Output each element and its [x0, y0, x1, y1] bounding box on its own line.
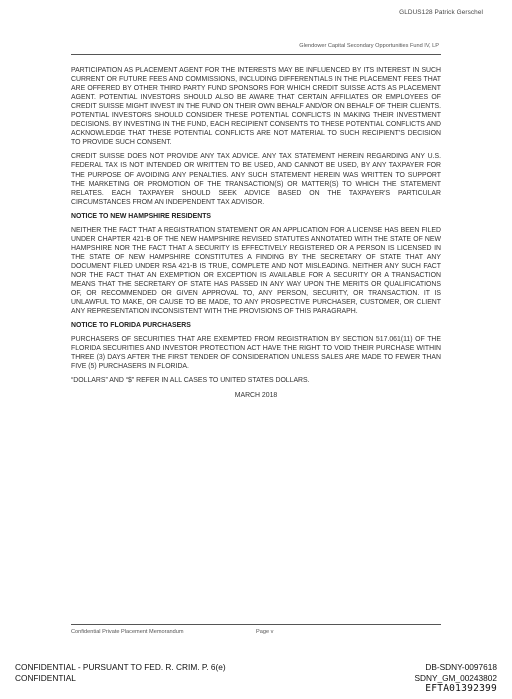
db-bates-number: DB-SDNY-0097618 [425, 662, 497, 672]
tax-paragraph: CREDIT SUISSE DOES NOT PROVIDE ANY TAX ADVICE. ANY TAX STATEMENT HEREIN REGARDING ANY U.S. FEDERAL TAX IS NOT INTENDED OR WRITTEN TO BE USED, AND CANNOT BE USED, BY ANY TAXPAYER FOR THE PURPOSE OF AVOIDING ANY PENALTIES. ANY SUCH STATEMENT HEREIN WAS WRITTEN TO SUPPORT THE MARKETING OR PROMOTION OF THE TRANSACTION(S) OR MATTER(S) TO WHICH THE STATEMENT RELATES. EACH TAXPAYER SHOULD SEEK ADVICE BASED ON THE TAXPAYER'S PARTICULAR CIRCUMSTANCES FROM AN INDEPENDENT TAX ADVISOR. [71, 153, 441, 206]
conflicts-paragraph: PARTICIPATION AS PLACEMENT AGENT FOR THE INTERESTS MAY BE INFLUENCED BY ITS INTEREST IN SUCH CURRENT OR FUTURE FEES AND COMMISSIONS, INCLUDING DIFFERENTIALS IN THE PLACEMENT FEES THAT ARE OFFERED BY OTHER THIRD PARTY FUND SPONSORS FOR WHICH CREDIT SUISSE ACTS AS PLACEMENT AGENT. POTENTIAL INVESTORS SHOULD ALSO BE AWARE THAT CERTAIN AFFILIATES OR EMPLOYEES OF CREDIT SUISSE MIGHT INVEST IN THE FUND ON THEIR OWN BEHALF AND/OR ON BEHALF OF THEIR CLIENTS. POTENTIAL INVESTORS SHOULD CONSIDER THESE POTENTIAL CONFLICTS IN MAKING THEIR INVESTMENT DECISIONS. BY INVESTING IN THE FUND, EACH RECIPIENT CONSENTS TO THESE POTENTIAL CONFLICTS AND ACKNOWLEDGE THAT THESE POTENTIAL CONFLICTS ARE NOT MATERIAL TO SUCH RECIPIENT'S DECISION TO PROVIDE SUCH CONSENT. [71, 67, 441, 147]
document-date: MARCH 2018 [234, 391, 278, 399]
florida-paragraph: PURCHASERS OF SECURITIES THAT ARE EXEMPTED FROM REGISTRATION BY SECTION 517.061(11) OF THE FLORIDA SECURITIES AND INVESTOR PROTECTION ACT HAVE THE RIGHT TO VOID THEIR PURCHASE WITHIN THREE (3) DAYS AFTER THE FIRST TENDER OF CONSIDERATION UNLESS SALES ARE MADE TO FEWER THAN FIVE (5) PURCHASERS IN FLORIDA. [71, 336, 441, 371]
confidential-stamp: CONFIDENTIAL [15, 673, 76, 683]
footer-divider [71, 624, 441, 625]
florida-heading: NOTICE TO FLORIDA PURCHASERS [71, 322, 191, 330]
page-number: Page v [256, 629, 274, 635]
confidential-rule-stamp: CONFIDENTIAL - PURSUANT TO FED. R. CRIM. P. 6(e) [15, 662, 226, 672]
document-body [71, 66, 441, 405]
dollars-paragraph: “DOLLARS” AND “$” REFER IN ALL CASES TO UNITED STATES DOLLARS. [71, 377, 310, 385]
fund-name-header: Glendower Capital Secondary Opportunities Fund IV, LP [299, 43, 439, 49]
footer-memo-label: Confidential Private Placement Memorandum [71, 629, 184, 635]
new-hampshire-heading: NOTICE TO NEW HAMPSHIRE RESIDENTS [71, 212, 211, 220]
sdny-bates-number: SDNY_GM_00243802 [414, 673, 497, 683]
header-divider [71, 54, 441, 55]
document-id: GLDUS128 Patrick Gerschel [399, 9, 483, 16]
efta-number: EFTA01392399 [425, 683, 497, 694]
new-hampshire-paragraph: NEITHER THE FACT THAT A REGISTRATION STATEMENT OR AN APPLICATION FOR A LICENSE HAS BEEN FILED UNDER CHAPTER 421-B OF THE NEW HAMPSHIRE REVISED STATUTES ANNOTATED WITH THE STATE OF NEW HAMPSHIRE NOR THE FACT THAT A SECURITY IS EFFECTIVELY REGISTERED OR A PERSON IS LICENSED IN THE STATE OF NEW HAMPSHIRE CONSTITUTES A FINDING BY THE SECRETARY OF STATE THAT ANY DOCUMENT FILED UNDER RSA 421-B IS TRUE, COMPLETE AND NOT MISLEADING. NEITHER ANY SUCH FACT NOR THE FACT THAT AN EXEMPTION OR EXCEPTION IS AVAILABLE FOR A SECURITY OR A TRANSACTION MEANS THAT THE SECRETARY OF STATE HAS PASSED IN ANY WAY UPON THE MERITS OR QUALIFICATIONS OF, OR RECOMMENDED OR GIVEN APPROVAL TO, ANY PERSON, SECURITY, OR TRANSACTION. IT IS UNLAWFUL TO MAKE, OR CAUSE TO BE MADE, TO ANY PROSPECTIVE PURCHASER, CUSTOMER, OR CLIENT ANY REPRESENTATION INCONSISTENT WITH THE PROVISIONS OF THIS PARAGRAPH. [71, 226, 441, 316]
